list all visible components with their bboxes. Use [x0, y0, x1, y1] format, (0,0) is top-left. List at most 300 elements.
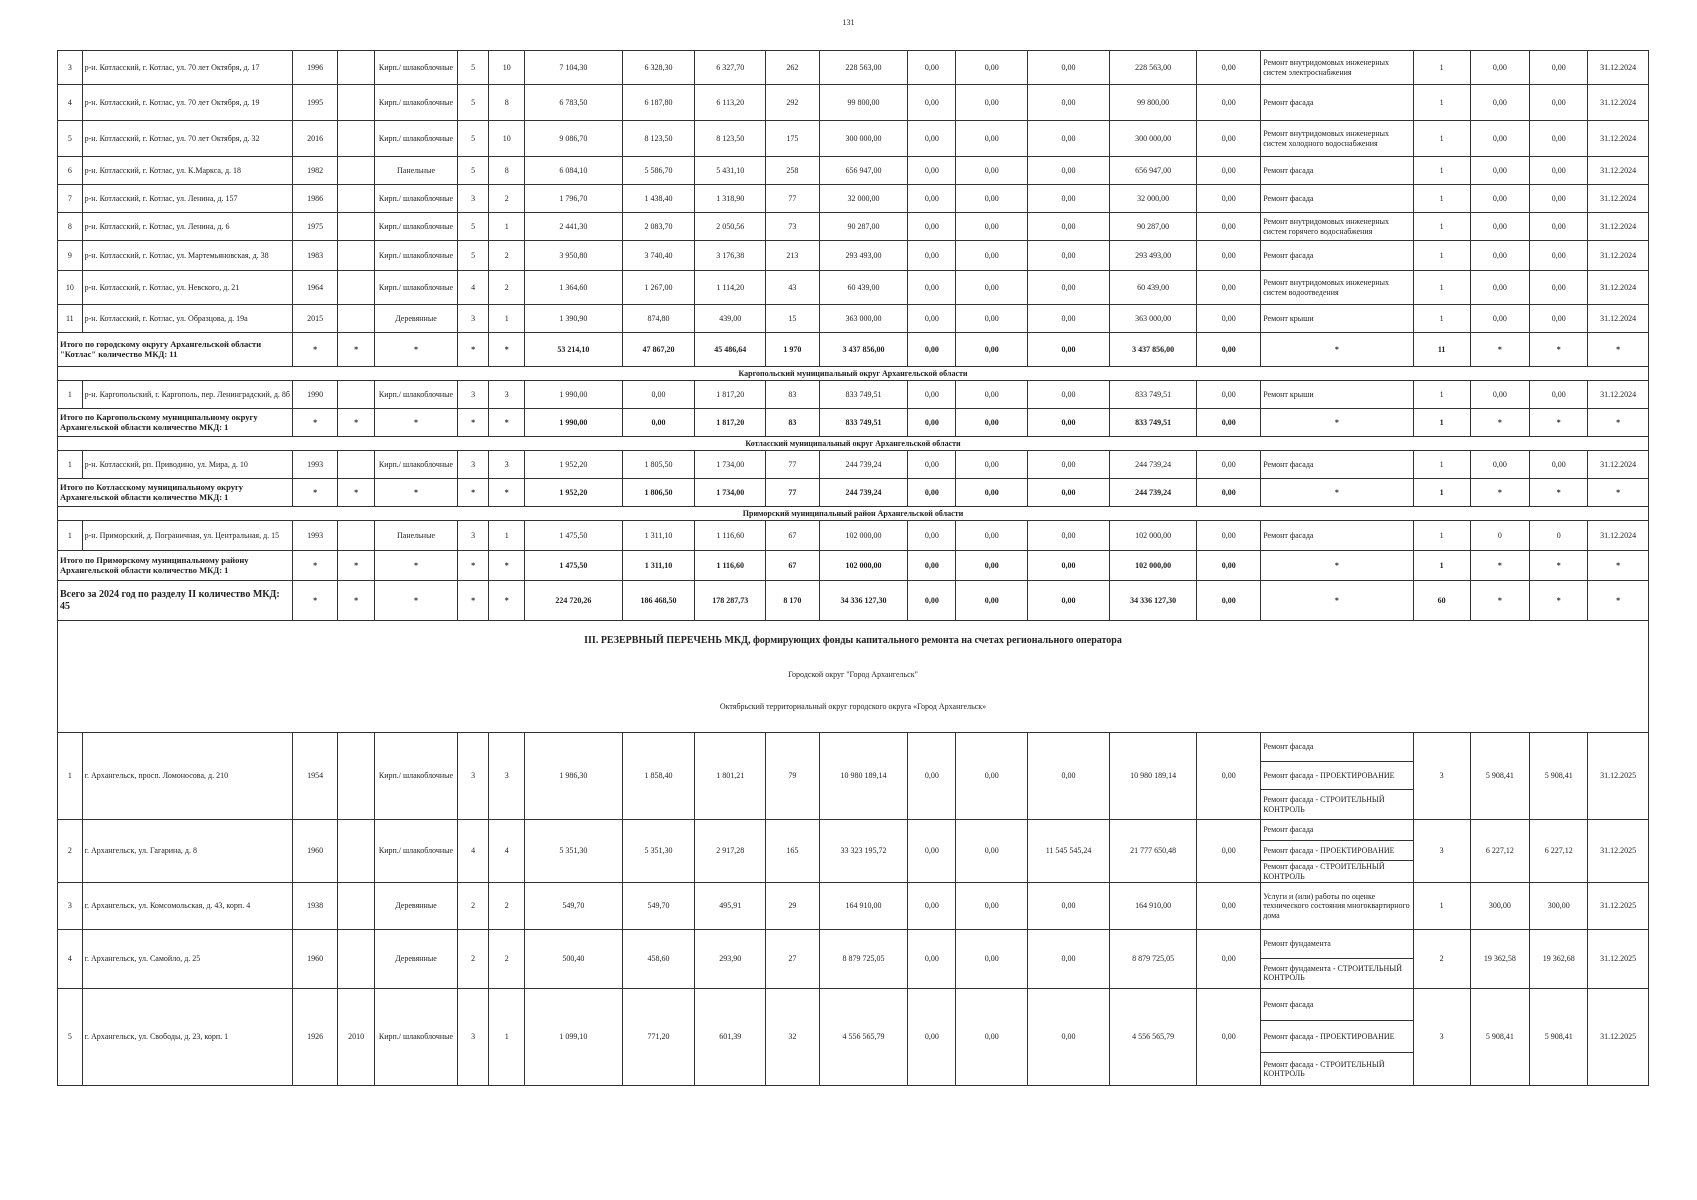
cell-f4: 293 493,00: [1109, 241, 1196, 271]
cell-f5: 0,00: [1197, 305, 1261, 333]
cell-total: 656 947,00: [819, 157, 908, 185]
row-number: 1: [58, 381, 83, 409]
cell-s1: 1 990,00: [525, 381, 622, 409]
address-cell: г. Архангельск, ул. Гагарина, д. 8: [82, 819, 293, 882]
cell-cnt: 2: [1413, 929, 1470, 988]
cell-date: 31.12.2025: [1588, 882, 1649, 929]
total-f3: 0,00: [1028, 333, 1110, 367]
section-header: Приморский муниципальный район Архангельской области: [58, 507, 1649, 521]
cell-f3: 0,00: [1028, 157, 1110, 185]
total-f2: 0,00: [956, 551, 1028, 581]
cell-f5: 0,00: [1197, 451, 1261, 479]
cell-y2: [338, 51, 375, 85]
star-cell: *: [489, 479, 525, 507]
cell-cnt: 1: [1413, 241, 1470, 271]
table-row: [58, 85, 1649, 121]
cell-c1: 0,00: [1470, 451, 1529, 479]
cell-s2: 5 586,70: [622, 157, 695, 185]
work-types-cell: [1261, 733, 1413, 820]
cell-f2: 0,00: [956, 381, 1028, 409]
cell-total: 90 287,00: [819, 213, 908, 241]
work-type-item: Ремонт фундамента - СТРОИТЕЛЬНЫЙ КОНТРОЛЬ: [1263, 964, 1403, 983]
total-s2: 0,00: [622, 409, 695, 437]
total-f1: 0,00: [908, 551, 956, 581]
cell-f1: 0,00: [908, 381, 956, 409]
cell-y2: [338, 121, 375, 157]
cell-s1: 6 783,50: [525, 85, 622, 121]
table-row: [58, 451, 1649, 479]
star-cell: *: [1470, 551, 1529, 581]
star-cell: *: [375, 581, 458, 621]
cell-f1: 0,00: [908, 882, 956, 929]
cell-y1: 1938: [293, 882, 338, 929]
cell-y2: 2010: [338, 988, 375, 1085]
cell-f1: 0,00: [908, 241, 956, 271]
total-total: 833 749,51: [819, 409, 908, 437]
cell-f3: 0,00: [1028, 882, 1110, 929]
row-number: 7: [58, 185, 83, 213]
work-type-item: Ремонт фасада: [1261, 820, 1412, 841]
cell-c2: 0,00: [1530, 213, 1588, 241]
cell-total: 228 563,00: [819, 51, 908, 85]
cell-wall: Кирп./ шлакоблочные: [375, 85, 458, 121]
cell-ent: 2: [489, 241, 525, 271]
star-cell: *: [1530, 409, 1588, 437]
star-cell: *: [338, 479, 375, 507]
cell-s3: 3 176,38: [695, 241, 766, 271]
total-row: [58, 479, 1649, 507]
cell-cnt: 1: [1413, 271, 1470, 305]
total-s3: 1 116,60: [695, 551, 766, 581]
cell-f1: 0,00: [908, 305, 956, 333]
cell-s2: 2 083,70: [622, 213, 695, 241]
total-f3: 0,00: [1028, 409, 1110, 437]
total-label: Всего за 2024 год по разделу II количество МКД: 45: [58, 581, 293, 621]
cell-fl: 5: [457, 51, 488, 85]
work-type-cell: Ремонт фасада: [1261, 451, 1413, 479]
cell-s2: 874,80: [622, 305, 695, 333]
star-cell: *: [375, 409, 458, 437]
row-number: 6: [58, 157, 83, 185]
cell-ent: 3: [489, 733, 525, 820]
cell-s1: 1 986,30: [525, 733, 622, 820]
cell-wall: Кирп./ шлакоблочные: [375, 819, 458, 882]
cell-c1: 5 908,41: [1470, 733, 1529, 820]
cell-ent: 1: [489, 521, 525, 551]
cell-c2: 19 362,68: [1530, 929, 1588, 988]
cell-date: 31.12.2025: [1588, 929, 1649, 988]
cell-c2: 0,00: [1530, 157, 1588, 185]
cell-fl: 3: [457, 988, 488, 1085]
cell-fl: 5: [457, 157, 488, 185]
cell-date: 31.12.2024: [1588, 157, 1649, 185]
cell-ppl: 29: [766, 882, 820, 929]
star-cell: *: [338, 551, 375, 581]
cell-f3: 0,00: [1028, 185, 1110, 213]
address-cell: р-н. Котласский, г. Котлас, ул. Невского, д. 21: [82, 271, 293, 305]
cell-total: 99 800,00: [819, 85, 908, 121]
total-f4: 833 749,51: [1109, 409, 1196, 437]
total-s2: 1 311,10: [622, 551, 695, 581]
cell-total: 33 323 195,72: [819, 819, 908, 882]
cell-s3: 5 431,10: [695, 157, 766, 185]
total-s3: 1 734,00: [695, 479, 766, 507]
cell-ent: 10: [489, 121, 525, 157]
cell-f4: 90 287,00: [1109, 213, 1196, 241]
cell-y1: 1983: [293, 241, 338, 271]
cell-s3: 1 116,60: [695, 521, 766, 551]
cell-fl: 5: [457, 85, 488, 121]
cell-c2: 6 227,12: [1530, 819, 1588, 882]
cell-s3: 439,00: [695, 305, 766, 333]
table-row: [58, 213, 1649, 241]
cell-c1: 0,00: [1470, 51, 1529, 85]
row-number: 3: [58, 882, 83, 929]
cell-s1: 9 086,70: [525, 121, 622, 157]
cell-c1: 5 908,41: [1470, 988, 1529, 1085]
cell-total: 4 556 565,79: [819, 988, 908, 1085]
cell-f4: 99 800,00: [1109, 85, 1196, 121]
total-s2: 186 468,50: [622, 581, 695, 621]
table-row: [58, 121, 1649, 157]
cell-f2: 0,00: [956, 185, 1028, 213]
cell-s2: 458,60: [622, 929, 695, 988]
work-type-item: Ремонт фасада - СТРОИТЕЛЬНЫЙ КОНТРОЛЬ: [1263, 1059, 1385, 1078]
cell-f5: 0,00: [1197, 521, 1261, 551]
cell-f3: 0,00: [1028, 271, 1110, 305]
cell-c1: 19 362,58: [1470, 929, 1529, 988]
total-row: [58, 333, 1649, 367]
address-cell: г. Архангельск, ул. Самойло, д. 25: [82, 929, 293, 988]
cell-ent: 1: [489, 988, 525, 1085]
address-cell: р-н. Котласский, г. Котлас, ул. Ленина, д. 6: [82, 213, 293, 241]
table-row: [58, 882, 1649, 929]
cell-f2: 0,00: [956, 51, 1028, 85]
row-number: 8: [58, 213, 83, 241]
section3-header: [58, 621, 1649, 733]
cell-cnt: 1: [1413, 381, 1470, 409]
cell-y1: 1986: [293, 185, 338, 213]
cell-s2: 549,70: [622, 882, 695, 929]
cell-f1: 0,00: [908, 451, 956, 479]
address-cell: р-н. Котласский, г. Котлас, ул. К.Маркса, д. 18: [82, 157, 293, 185]
address-cell: г. Архангельск, ул. Свободы, д. 23, корп. 1: [82, 988, 293, 1085]
table-row: [58, 381, 1649, 409]
total-f2: 0,00: [956, 333, 1028, 367]
cell-f5: 0,00: [1197, 929, 1261, 988]
work-types-cell: [1261, 929, 1413, 988]
cell-wall: Кирп./ шлакоблочные: [375, 213, 458, 241]
total-f1: 0,00: [908, 479, 956, 507]
cell-ppl: 213: [766, 241, 820, 271]
cell-date: 31.12.2024: [1588, 381, 1649, 409]
cell-f4: 363 000,00: [1109, 305, 1196, 333]
cell-f4: 164 910,00: [1109, 882, 1196, 929]
cell-f1: 0,00: [908, 271, 956, 305]
cell-ent: 2: [489, 882, 525, 929]
cell-cnt: 1: [1413, 882, 1470, 929]
work-type-cell: Ремонт фасада: [1261, 521, 1413, 551]
cell-ppl: 73: [766, 213, 820, 241]
total-count: 60: [1413, 581, 1470, 621]
cell-f4: 833 749,51: [1109, 381, 1196, 409]
total-f4: 3 437 856,00: [1109, 333, 1196, 367]
cell-s2: 771,20: [622, 988, 695, 1085]
total-f5: 0,00: [1197, 333, 1261, 367]
star-cell: *: [457, 479, 488, 507]
total-f4: 244 739,24: [1109, 479, 1196, 507]
cell-total: 363 000,00: [819, 305, 908, 333]
cell-ppl: 77: [766, 451, 820, 479]
cell-f1: 0,00: [908, 121, 956, 157]
cell-s3: 8 123,50: [695, 121, 766, 157]
cell-f5: 0,00: [1197, 185, 1261, 213]
cell-f2: 0,00: [956, 121, 1028, 157]
section3-header-row: [58, 621, 1649, 733]
cell-f4: 228 563,00: [1109, 51, 1196, 85]
row-number: 9: [58, 241, 83, 271]
cell-f5: 0,00: [1197, 121, 1261, 157]
cell-s1: 1 475,50: [525, 521, 622, 551]
total-label: Итого по Котласскому муниципальному округу Архангельской области количество МКД: 1: [58, 479, 293, 507]
cell-y2: [338, 381, 375, 409]
star-cell: *: [1588, 551, 1649, 581]
total-f5: 0,00: [1197, 581, 1261, 621]
cell-c2: 0,00: [1530, 185, 1588, 213]
cell-c2: 0,00: [1530, 271, 1588, 305]
cell-y2: [338, 521, 375, 551]
cell-total: 164 910,00: [819, 882, 908, 929]
cell-f2: 0,00: [956, 819, 1028, 882]
cell-f5: 0,00: [1197, 213, 1261, 241]
cell-s3: 1 817,20: [695, 381, 766, 409]
cell-f2: 0,00: [956, 733, 1028, 820]
cell-wall: Кирп./ шлакоблочные: [375, 733, 458, 820]
work-type-cell: Ремонт фасада: [1261, 241, 1413, 271]
cell-date: 31.12.2024: [1588, 185, 1649, 213]
cell-s1: 1 099,10: [525, 988, 622, 1085]
total-f2: 0,00: [956, 581, 1028, 621]
cell-cnt: 3: [1413, 988, 1470, 1085]
total-s2: 47 867,20: [622, 333, 695, 367]
total-total: 244 739,24: [819, 479, 908, 507]
cell-s2: 1 438,40: [622, 185, 695, 213]
cell-ent: 3: [489, 381, 525, 409]
cell-f4: 656 947,00: [1109, 157, 1196, 185]
cell-f1: 0,00: [908, 213, 956, 241]
cell-date: 31.12.2024: [1588, 121, 1649, 157]
star-cell: *: [1261, 581, 1413, 621]
cell-c1: 0,00: [1470, 305, 1529, 333]
star-cell: *: [489, 333, 525, 367]
total-f4: 102 000,00: [1109, 551, 1196, 581]
cell-f2: 0,00: [956, 929, 1028, 988]
cell-ent: 2: [489, 271, 525, 305]
total-ppl: 1 970: [766, 333, 820, 367]
cell-y1: 1982: [293, 157, 338, 185]
row-number: 5: [58, 121, 83, 157]
star-cell: *: [1530, 581, 1588, 621]
star-cell: *: [293, 333, 338, 367]
star-cell: *: [1261, 551, 1413, 581]
cell-s1: 1 796,70: [525, 185, 622, 213]
total-count: 1: [1413, 409, 1470, 437]
table-row: [58, 305, 1649, 333]
cell-y2: [338, 305, 375, 333]
cell-s2: 1 805,50: [622, 451, 695, 479]
cell-f1: 0,00: [908, 988, 956, 1085]
address-cell: р-н. Котласский, г. Котлас, ул. 70 лет Октября, д. 19: [82, 85, 293, 121]
cell-date: 31.12.2024: [1588, 213, 1649, 241]
cell-wall: Деревянные: [375, 305, 458, 333]
cell-f2: 0,00: [956, 451, 1028, 479]
cell-ent: 8: [489, 85, 525, 121]
cell-ppl: 79: [766, 733, 820, 820]
cell-cnt: 1: [1413, 51, 1470, 85]
cell-f5: 0,00: [1197, 271, 1261, 305]
star-cell: *: [457, 333, 488, 367]
work-type-cell: Ремонт крыши: [1261, 381, 1413, 409]
cell-c1: 0,00: [1470, 185, 1529, 213]
cell-y2: [338, 882, 375, 929]
cell-date: 31.12.2024: [1588, 271, 1649, 305]
cell-y1: 1993: [293, 451, 338, 479]
total-s1: 1 952,20: [525, 479, 622, 507]
work-type-cell: Ремонт фасада: [1261, 185, 1413, 213]
cell-f3: 0,00: [1028, 733, 1110, 820]
cell-s3: 1 318,90: [695, 185, 766, 213]
cell-f4: 244 739,24: [1109, 451, 1196, 479]
cell-total: 60 439,00: [819, 271, 908, 305]
star-cell: *: [1588, 333, 1649, 367]
cell-cnt: 3: [1413, 819, 1470, 882]
cell-s2: 3 740,40: [622, 241, 695, 271]
cell-cnt: 1: [1413, 521, 1470, 551]
total-f5: 0,00: [1197, 409, 1261, 437]
cell-s1: 500,40: [525, 929, 622, 988]
cell-c1: 0,00: [1470, 121, 1529, 157]
cell-fl: 5: [457, 213, 488, 241]
cell-date: 31.12.2025: [1588, 988, 1649, 1085]
work-types-cell: [1261, 882, 1413, 929]
cell-f2: 0,00: [956, 157, 1028, 185]
cell-y1: 1995: [293, 85, 338, 121]
cell-ppl: 15: [766, 305, 820, 333]
cell-s1: 1 952,20: [525, 451, 622, 479]
cell-y2: [338, 157, 375, 185]
table-row: [58, 185, 1649, 213]
cell-f5: 0,00: [1197, 85, 1261, 121]
star-cell: *: [338, 409, 375, 437]
cell-fl: 3: [457, 305, 488, 333]
cell-f5: 0,00: [1197, 882, 1261, 929]
cell-fl: 4: [457, 819, 488, 882]
cell-y2: [338, 241, 375, 271]
row-number: 2: [58, 819, 83, 882]
cell-s2: 8 123,50: [622, 121, 695, 157]
total-f5: 0,00: [1197, 551, 1261, 581]
cell-s3: 6 113,20: [695, 85, 766, 121]
table-row: [58, 271, 1649, 305]
total-s1: 53 214,10: [525, 333, 622, 367]
cell-wall: Кирп./ шлакоблочные: [375, 988, 458, 1085]
star-cell: *: [1588, 581, 1649, 621]
cell-y2: [338, 185, 375, 213]
cell-y1: 1954: [293, 733, 338, 820]
total-f3: 0,00: [1028, 479, 1110, 507]
mkd-table: [57, 50, 1649, 1086]
cell-f4: 102 000,00: [1109, 521, 1196, 551]
total-s1: 1 475,50: [525, 551, 622, 581]
address-cell: р-н. Котласский, г. Котлас, ул. 70 лет Октября, д. 32: [82, 121, 293, 157]
page-number: 131: [842, 18, 855, 27]
cell-fl: 3: [457, 521, 488, 551]
table-row: [58, 733, 1649, 820]
cell-wall: Кирп./ шлакоблочные: [375, 51, 458, 85]
cell-s1: 1 364,60: [525, 271, 622, 305]
star-cell: *: [1470, 409, 1529, 437]
row-number: 1: [58, 733, 83, 820]
work-types-cell: [1261, 819, 1413, 882]
total-ppl: 67: [766, 551, 820, 581]
section-header: Каргопольский муниципальный округ Архангельской области: [58, 367, 1649, 381]
cell-total: 8 879 725,05: [819, 929, 908, 988]
work-types-cell: [1261, 988, 1413, 1085]
row-number: 5: [58, 988, 83, 1085]
address-cell: р-н. Котласский, г. Котлас, ул. Ленина, д. 157: [82, 185, 293, 213]
cell-s2: 1 858,40: [622, 733, 695, 820]
star-cell: *: [293, 409, 338, 437]
star-cell: *: [1470, 479, 1529, 507]
cell-s3: 6 327,70: [695, 51, 766, 85]
total-s1: 224 720,26: [525, 581, 622, 621]
cell-y1: 1926: [293, 988, 338, 1085]
cell-f2: 0,00: [956, 521, 1028, 551]
star-cell: *: [1530, 551, 1588, 581]
address-cell: г. Архангельск, ул. Комсомольская, д. 43, корп. 4: [82, 882, 293, 929]
total-f2: 0,00: [956, 409, 1028, 437]
work-type-item: Ремонт фундамента: [1261, 930, 1412, 959]
star-cell: *: [1261, 479, 1413, 507]
total-total: 3 437 856,00: [819, 333, 908, 367]
cell-ppl: 32: [766, 988, 820, 1085]
cell-c1: 0,00: [1470, 381, 1529, 409]
cell-y1: 1990: [293, 381, 338, 409]
address-cell: р-н. Каргопольский, г. Каргополь, пер. Ленинградский, д. 8б: [82, 381, 293, 409]
star-cell: *: [1261, 333, 1413, 367]
cell-f3: 0,00: [1028, 121, 1110, 157]
cell-y1: 1996: [293, 51, 338, 85]
cell-date: 31.12.2024: [1588, 521, 1649, 551]
cell-total: 300 000,00: [819, 121, 908, 157]
total-ppl: 83: [766, 409, 820, 437]
table-row: [58, 521, 1649, 551]
cell-fl: 5: [457, 121, 488, 157]
cell-s1: 3 950,80: [525, 241, 622, 271]
star-cell: *: [489, 581, 525, 621]
work-type-cell: Ремонт фасада: [1261, 157, 1413, 185]
cell-wall: Кирп./ шлакоблочные: [375, 381, 458, 409]
cell-total: 244 739,24: [819, 451, 908, 479]
address-cell: р-н. Котласский, г. Котлас, ул. Образцова, д. 19а: [82, 305, 293, 333]
cell-y1: 1960: [293, 929, 338, 988]
cell-date: 31.12.2024: [1588, 51, 1649, 85]
total-count: 11: [1413, 333, 1470, 367]
cell-f4: 4 556 565,79: [1109, 988, 1196, 1085]
cell-wall: Кирп./ шлакоблочные: [375, 185, 458, 213]
cell-f4: 32 000,00: [1109, 185, 1196, 213]
star-cell: *: [457, 551, 488, 581]
